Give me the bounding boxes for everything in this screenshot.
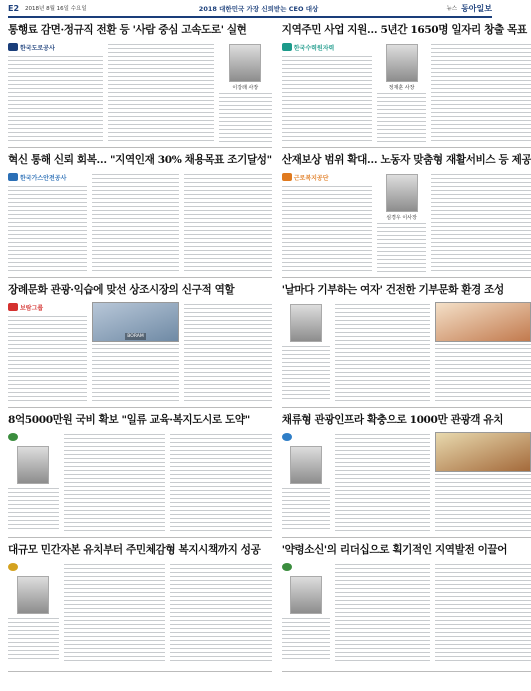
ceo-portrait	[17, 576, 49, 614]
article-3	[8, 148, 272, 278]
section-label: 뉴스	[446, 6, 458, 12]
article-headline: 8억5000만원 국비 확보 "일류 교육·복지도시로 도약"	[8, 414, 250, 426]
article-headline: 채류형 관광인프라 확충으로 1000만 관광객 유치	[281, 414, 504, 426]
city-emblem-icon	[282, 562, 330, 572]
article-headline: 산재보상 범위 확대… 노동자 맞춤형 재활서비스 등 제공	[281, 154, 531, 166]
org-logo: 한국도로공사	[8, 42, 103, 52]
article-headline: 대규모 민간자본 유치부터 주민체감형 복지시책까지 성공	[8, 544, 261, 556]
article-1	[8, 18, 272, 148]
page-number: E2	[8, 3, 20, 13]
article-8	[282, 408, 531, 538]
article-5	[8, 278, 272, 408]
event-photo	[435, 432, 531, 472]
city-emblem-icon	[8, 432, 59, 442]
ceo-portrait	[17, 446, 49, 484]
event-photo: BORAM	[92, 302, 180, 342]
article-2	[282, 18, 531, 148]
event-photo	[435, 302, 531, 342]
ceo-name: 이강래 사장	[232, 85, 259, 91]
org-logo: 보람그룹	[8, 302, 87, 312]
article-grid	[8, 18, 531, 672]
org-logo: 한국가스안전공사	[8, 172, 87, 182]
issue-date: 2018년 8월 16일 수요일	[25, 6, 87, 12]
article-headline: 지역주민 사업 지원… 5년간 1650명 일자리 창출 목표	[281, 24, 527, 36]
article-6	[282, 278, 531, 408]
article-headline: 혁신 통해 신뢰 회복… "지역인재 30% 채용목표 조기달성"	[8, 154, 272, 166]
ceo-portrait	[290, 576, 322, 614]
ceo-portrait	[229, 44, 261, 82]
article-headline: '날마다 기부하는 여자' 건전한 기부문화 환경 조성	[281, 284, 504, 296]
newspaper-brand: 동아일보	[461, 2, 492, 13]
city-emblem-icon	[8, 562, 59, 572]
article-headline: 통행료 감면·정규직 전환 등 '사람 중심 고속도로' 실현	[8, 24, 247, 36]
ceo-portrait	[386, 174, 418, 212]
ceo-portrait	[290, 446, 322, 484]
article-9	[8, 538, 272, 672]
ceo-portrait	[290, 304, 322, 342]
city-emblem-icon	[282, 432, 330, 442]
org-logo: 근로복지공단	[282, 172, 372, 182]
org-logo: 한국수력원자력	[282, 42, 372, 52]
article-headline: '약령소신'의 리더십으로 획기적인 지역발전 이끌어	[281, 544, 508, 556]
ceo-portrait	[386, 44, 418, 82]
ceo-name: 정재훈 사장	[388, 85, 415, 91]
ceo-name: 심경우 이사장	[386, 215, 417, 221]
page-header	[8, 0, 492, 18]
article-4	[282, 148, 531, 278]
article-7	[8, 408, 272, 538]
article-headline: 장례문화 관광·익습에 맞선 상조시장의 신구적 역할	[8, 284, 235, 296]
article-10	[282, 538, 531, 672]
section-banner: 2018 대한민국 가장 신뢰받는 CEO 대상	[198, 4, 319, 13]
